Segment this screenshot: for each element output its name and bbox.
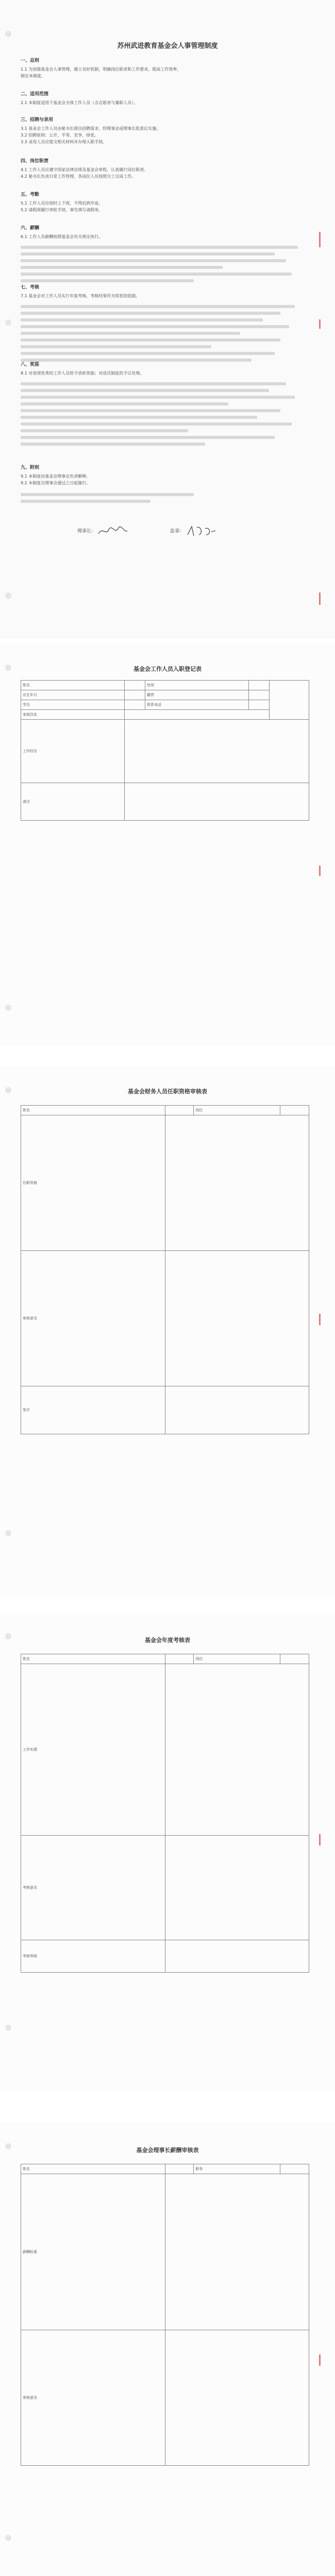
field-label: 学历 — [21, 700, 125, 710]
field-label: 岗位 — [194, 1106, 280, 1115]
section-line: 7.1 基金会对工作人员实行年度考核，考核结果作为奖惩的依据。 — [21, 294, 140, 298]
section-line: 8.1 对表现优秀的工作人员给予表彰奖励；对违反制度的予以处理。 — [21, 371, 144, 376]
field-label: 姓名 — [21, 681, 125, 690]
field-label: 任职资格 — [21, 1115, 165, 1251]
section-heading: 九、附则 — [21, 465, 40, 470]
field-label: 性别 — [145, 681, 248, 690]
field-label: 姓名 — [21, 2164, 165, 2174]
policy-title: 苏州武进教育基金会人事管理制度 — [117, 42, 218, 50]
form-table — [21, 1654, 309, 1973]
section-heading: 四、岗位职责 — [21, 159, 49, 164]
policy-section-6 — [21, 224, 309, 240]
form-title: 基金会理事长薪酬审核表 — [136, 2147, 199, 2154]
section-heading: 五、考勤 — [21, 192, 40, 197]
section-heading: 七、考核 — [21, 285, 40, 290]
policy-section-3 — [21, 116, 309, 145]
field-label: 备注 — [21, 783, 125, 821]
illegible-text-block — [21, 379, 309, 449]
policy-section-5 — [21, 191, 309, 213]
form-page-2 — [0, 1066, 335, 1597]
section-heading: 八、奖惩 — [21, 362, 40, 367]
section-line: 3.2 招聘原则：公开、平等、竞争、择优。 — [21, 133, 99, 138]
binding-hole — [5, 31, 11, 37]
field-label: 考核等级 — [21, 1940, 165, 1973]
section-line: 4.1 工作人员应遵守国家法律法规及基金会章程，认真履行岗位职责。 — [21, 167, 148, 172]
signature-label: 监事： — [170, 529, 185, 534]
binding-hole — [5, 2025, 11, 2031]
form-table — [21, 1105, 309, 1434]
red-margin-mark — [319, 1834, 321, 1845]
red-margin-mark — [319, 866, 321, 876]
policy-section-1 — [21, 57, 309, 79]
section-line: 1.1 为加强基金会人事管理，建立良好机制，明确岗位职责和工作要求，提高工作效率， — [21, 67, 181, 72]
section-line: 5.1 工作人员应按时上下班，不得迟到早退。 — [21, 201, 103, 206]
field-label: 薪酬标准 — [21, 2174, 165, 2330]
field-label: 姓名 — [21, 1106, 165, 1115]
red-margin-mark — [319, 1314, 321, 1325]
binding-hole — [5, 592, 11, 599]
section-line: 3.3 录用人员应提交相关材料并办理入职手续。 — [21, 140, 107, 144]
section-line: 2.1 本制度适用于基金会全体工作人员（含志愿者与兼职人员）。 — [21, 100, 138, 105]
field-label: 工作经历 — [21, 720, 125, 783]
supervisor-signature — [170, 524, 216, 538]
policy-section-9 — [21, 464, 309, 486]
section-heading: 二、适用范围 — [21, 92, 49, 97]
form-title: 基金会年度考核表 — [145, 1637, 190, 1643]
photo-box — [270, 681, 309, 720]
form-page-3 — [0, 1613, 335, 2092]
form-table — [21, 2164, 309, 2466]
form-table — [21, 680, 309, 821]
illegible-text-block — [21, 242, 309, 286]
form-page-4 — [0, 2123, 335, 2576]
section-heading: 六、薪酬 — [21, 226, 40, 231]
policy-section-4 — [21, 157, 309, 180]
section-heading: 一、总则 — [21, 58, 40, 63]
field-label: 签字 — [21, 1386, 165, 1434]
red-margin-mark — [319, 319, 321, 329]
form-page-1 — [0, 644, 335, 1046]
illegible-text-block — [21, 301, 309, 365]
red-margin-mark — [319, 232, 321, 247]
section-line: 9.1 本制度由基金会理事会负责解释。 — [21, 474, 91, 479]
illegible-text-block — [21, 489, 309, 506]
signature-label: 理事长： — [77, 529, 96, 534]
handwritten-signature — [97, 526, 128, 537]
section-line: 5.2 请假须履行审批手续，事先填写请假单。 — [21, 208, 103, 212]
policy-page — [0, 0, 335, 639]
field-label: 审核意见 — [21, 2330, 165, 2466]
field-label: 联系电话 — [145, 700, 248, 710]
field-label: 出生年月 — [21, 690, 125, 700]
binding-hole — [5, 2535, 11, 2541]
red-margin-mark — [319, 2354, 321, 2366]
form-title: 基金会财务人员任职资格审核表 — [128, 1088, 207, 1095]
field-label: 审核意见 — [21, 1251, 165, 1386]
binding-hole — [5, 1530, 11, 1536]
field-label: 工作实绩 — [21, 1664, 165, 1836]
section-heading: 三、招聘与录用 — [21, 117, 54, 123]
section-line: 制定本制度。 — [21, 74, 45, 78]
binding-hole — [5, 319, 11, 326]
handwritten-signature — [186, 524, 216, 538]
field-label: 家庭住址 — [21, 710, 125, 720]
field-label: 岗位 — [194, 1654, 280, 1664]
section-line: 6.1 工作人员薪酬按照基金会有关规定执行。 — [21, 234, 103, 239]
field-label: 姓名 — [21, 1654, 165, 1664]
field-label: 籍贯 — [145, 690, 248, 700]
section-line: 4.2 秘书长负责日常工作管理，各岗位人员按照分工完成工作。 — [21, 174, 136, 179]
section-line: 3.1 基金会工作人员由秘书长提出招聘需求，经理事会或理事长批准后实施。 — [21, 126, 161, 131]
section-line: 9.2 本制度自理事会通过之日起施行。 — [21, 481, 91, 485]
red-margin-mark — [319, 592, 321, 605]
chair-signature — [77, 526, 128, 537]
form-title: 基金会工作人员入职登记表 — [133, 666, 202, 672]
binding-hole — [5, 1005, 11, 1011]
field-label: 考核意见 — [21, 1836, 165, 1940]
policy-section-2 — [21, 90, 309, 106]
field-label: 职务 — [194, 2164, 280, 2174]
